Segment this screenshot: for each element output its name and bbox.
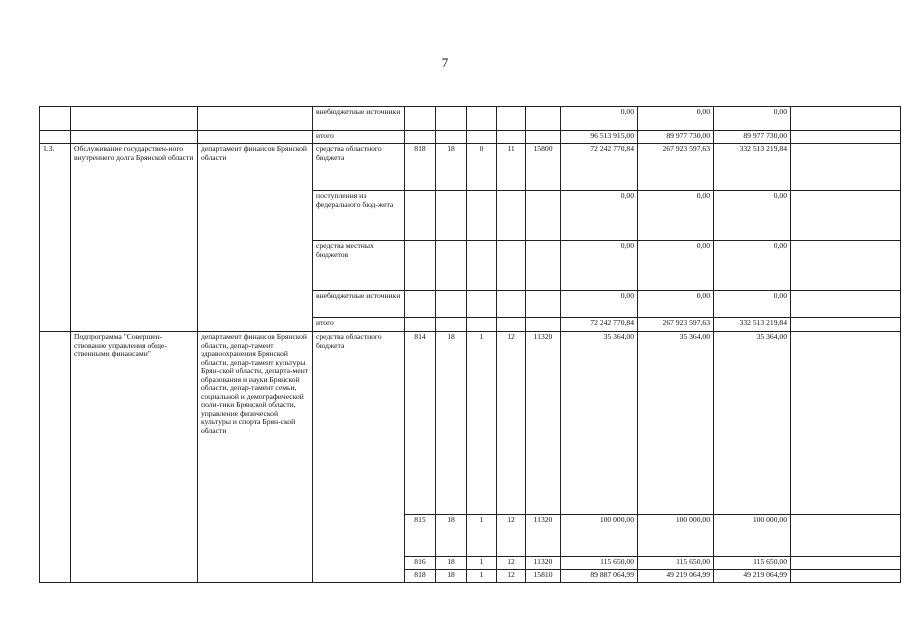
table-row xyxy=(40,131,901,144)
executor-cell xyxy=(198,107,313,131)
om-cell: 12 xyxy=(497,570,526,583)
gp-cell: 18 xyxy=(436,515,467,557)
value-cell: 115 650,00 xyxy=(714,557,791,570)
item-executor: департамент финансов Брянской области xyxy=(198,144,313,332)
subprogram-name: Подпрограмма "Совершен-ствование управления обще-ственными финансами" xyxy=(71,332,198,583)
value-cell: 0,00 xyxy=(638,291,714,318)
value-cell: 89 977 730,00 xyxy=(714,131,791,144)
value-cell: 100 000,00 xyxy=(714,515,791,557)
source-cell: внебюджетные источники xyxy=(313,291,405,318)
value-cell: 115 650,00 xyxy=(561,557,638,570)
value-cell: 0,00 xyxy=(714,291,791,318)
value-cell: 35 364,00 xyxy=(638,332,714,515)
value-cell: 89 977 730,00 xyxy=(638,131,714,144)
source-cell: средства местных бюджетов xyxy=(313,241,405,291)
om-cell: 12 xyxy=(497,557,526,570)
value-cell: 0,00 xyxy=(638,191,714,241)
gp-cell: 18 xyxy=(436,570,467,583)
source-cell: поступления из федерального бюд-жета xyxy=(313,191,405,241)
pgp-cell: 0 xyxy=(467,144,497,191)
value-cell: 0,00 xyxy=(638,107,714,131)
table-row xyxy=(40,144,901,191)
grbs-cell: 816 xyxy=(405,557,436,570)
num-cell xyxy=(40,107,71,131)
budget-table xyxy=(39,106,901,583)
value-cell: 0,00 xyxy=(714,241,791,291)
value-cell: 35 364,00 xyxy=(561,332,638,515)
om-cell: 11 xyxy=(497,144,526,191)
code-cell: 15800 xyxy=(526,144,561,191)
value-cell: 0,00 xyxy=(561,241,638,291)
value-cell: 72 242 770,84 xyxy=(561,318,638,332)
subprogram-source: средства областного бюджета xyxy=(313,332,405,583)
om-cell: 12 xyxy=(497,332,526,515)
subprogram-executor: департамент финансов Брянской области, депар-тамент здравоохранения Брянской области, депар-тамент культуры Брян-ской области, департа-мент образования и науки Брянской области, депар-тамент семьи, социальной и демографической поли-тики Брянской области, управление физической культуры и спорта Брян-ской области xyxy=(198,332,313,583)
value-cell: 0,00 xyxy=(561,107,638,131)
pgp-cell: 1 xyxy=(467,557,497,570)
value-cell: 0,00 xyxy=(561,191,638,241)
code-cell: 11320 xyxy=(526,515,561,557)
value-cell: 0,00 xyxy=(638,241,714,291)
value-cell: 49 219 064,99 xyxy=(714,570,791,583)
table-row xyxy=(40,107,901,131)
value-cell: 115 650,00 xyxy=(638,557,714,570)
value-cell: 100 000,00 xyxy=(561,515,638,557)
page-number: 7 xyxy=(441,55,449,70)
pgp-cell: 1 xyxy=(467,515,497,557)
grbs-cell: 818 xyxy=(405,570,436,583)
item-name: Обслуживание государствен-ного внутреннего долга Брянской области xyxy=(71,144,198,332)
value-cell: 100 000,00 xyxy=(638,515,714,557)
value-cell: 72 242 770,84 xyxy=(561,144,638,191)
value-cell: 267 923 597,63 xyxy=(638,318,714,332)
value-cell: 0,00 xyxy=(561,291,638,318)
pgp-cell: 1 xyxy=(467,570,497,583)
name-cell xyxy=(71,107,198,131)
value-cell: 89 887 064,99 xyxy=(561,570,638,583)
gp-cell: 18 xyxy=(436,144,467,191)
gp-cell: 18 xyxy=(436,557,467,570)
code-cell: 15810 xyxy=(526,570,561,583)
value-cell: 49 219 064,99 xyxy=(638,570,714,583)
table-row xyxy=(40,332,901,515)
value-cell: 267 923 597,63 xyxy=(638,144,714,191)
value-cell: 332 513 219,84 xyxy=(714,144,791,191)
om-cell: 12 xyxy=(497,515,526,557)
source-cell: итого xyxy=(313,131,405,144)
grbs-cell: 814 xyxy=(405,332,436,515)
value-cell: 96 513 915,00 xyxy=(561,131,638,144)
grbs-cell: 815 xyxy=(405,515,436,557)
source-cell: средства областного бюджета xyxy=(313,144,405,191)
value-cell: 35 364,00 xyxy=(714,332,791,515)
code-cell: 11320 xyxy=(526,332,561,515)
pgp-cell: 1 xyxy=(467,332,497,515)
value-cell: 0,00 xyxy=(714,191,791,241)
grbs-cell: 818 xyxy=(405,144,436,191)
source-cell: внебюджетные источники xyxy=(313,107,405,131)
value-cell: 0,00 xyxy=(714,107,791,131)
value-cell: 332 513 219,84 xyxy=(714,318,791,332)
code-cell: 11320 xyxy=(526,557,561,570)
num-cell xyxy=(40,332,71,583)
source-cell: итого xyxy=(313,318,405,332)
item-number: 1.3. xyxy=(40,144,71,332)
gp-cell: 18 xyxy=(436,332,467,515)
